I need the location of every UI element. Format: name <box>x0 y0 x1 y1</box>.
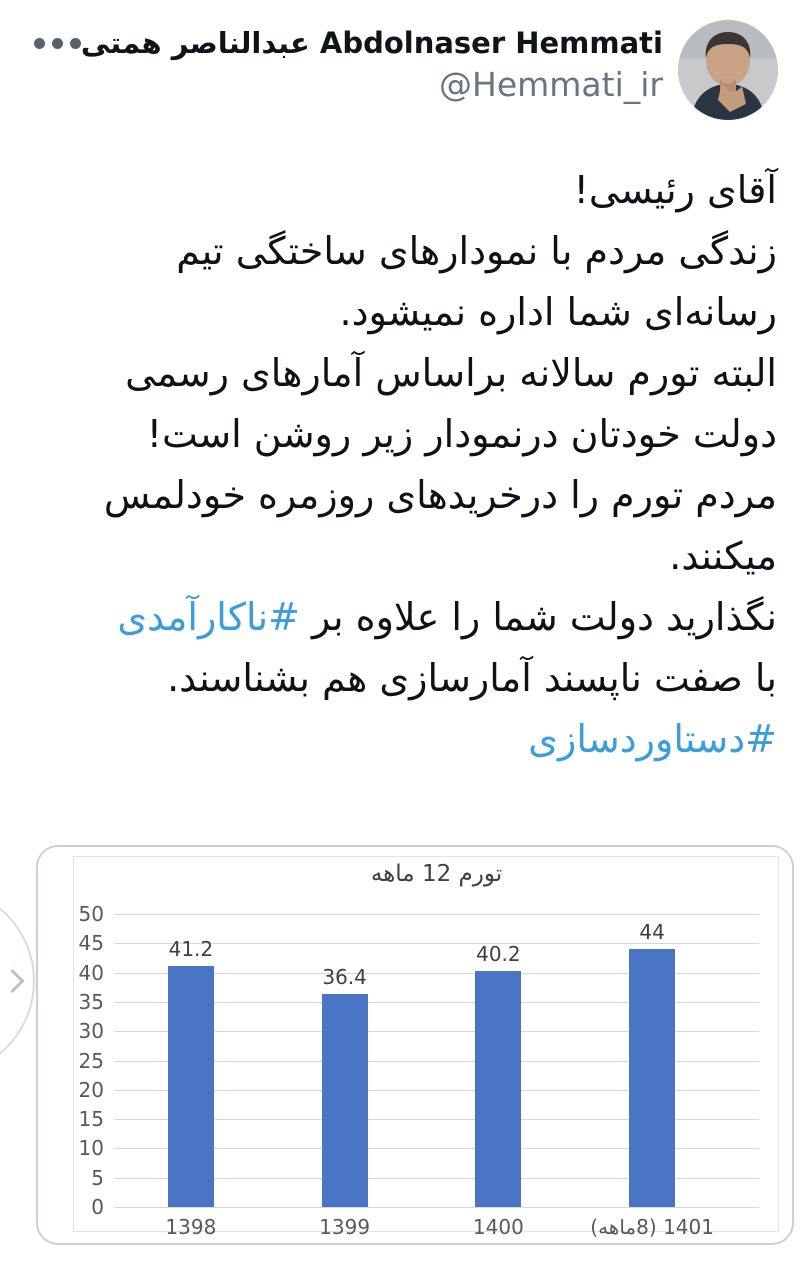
y-tick-label: 20 <box>78 1077 104 1102</box>
bar <box>168 966 214 1207</box>
bar-slot <box>114 914 268 1207</box>
y-axis-labels <box>38 902 104 1219</box>
hashtag-link[interactable]: #دستاوردسازی <box>528 717 777 761</box>
gridline <box>114 1207 759 1208</box>
tweet-image-chart[interactable] <box>36 845 794 1245</box>
tweet-line <box>20 709 777 770</box>
y-tick-label: 40 <box>78 960 104 985</box>
tweet-text-segment: البته تورم سالانه براساس آمارهای رسمی <box>125 351 777 395</box>
bar-slot <box>575 914 729 1207</box>
bar-value-label: 44 <box>639 920 665 945</box>
author-display-name[interactable]: Abdolnaser Hemmati عبدالناصر همتی <box>80 26 663 60</box>
more-menu-dots-icon <box>52 38 63 49</box>
x-tick-label: 1400 <box>472 1215 524 1239</box>
author-block <box>81 24 663 106</box>
bars-row <box>114 914 729 1207</box>
tweet-text-segment: با صفت ناپسند آمارسازی هم بشناسند. <box>167 656 777 700</box>
y-tick-label: 25 <box>78 1048 104 1073</box>
more-menu-button[interactable] <box>34 38 81 49</box>
carousel-next-button[interactable] <box>0 886 35 1076</box>
avatar-portrait-icon <box>678 20 778 120</box>
bar-slot <box>422 914 576 1207</box>
y-tick-label: 0 <box>91 1195 104 1219</box>
y-tick-label: 45 <box>78 931 104 956</box>
bar-value-label: 41.2 <box>168 936 214 961</box>
chevron-right-icon <box>0 969 24 993</box>
tweet-line <box>20 404 777 465</box>
more-menu-dots-icon <box>70 38 81 49</box>
bar <box>322 994 368 1207</box>
y-tick-label: 35 <box>78 989 104 1014</box>
tweet-text-segment: رسانه‌ای شما اداره نمیشود. <box>339 290 777 334</box>
avatar[interactable] <box>678 20 778 120</box>
tweet-line <box>20 343 777 404</box>
tweet-text <box>20 160 777 770</box>
bar <box>475 971 521 1207</box>
tweet-line <box>20 465 777 526</box>
x-tick-label: 1399 <box>319 1215 371 1239</box>
y-tick-label: 30 <box>78 1019 104 1044</box>
tweet-text-segment: آقای رئیسی! <box>573 168 777 212</box>
author-handle[interactable]: @Hemmati_ir <box>439 65 663 104</box>
y-tick-label: 50 <box>78 902 104 926</box>
tweet-line <box>20 160 777 221</box>
tweet-text-segment: زندگی مردم با نمودارهای ساختگی تیم <box>176 229 777 273</box>
x-tick-label: 1398 <box>165 1215 217 1239</box>
x-tick-label: 1401 (8ماهه) <box>590 1215 714 1239</box>
tweet-text-segment: دولت خودتان درنمودار زیر روشن است! <box>146 412 777 456</box>
y-tick-label: 10 <box>78 1136 104 1161</box>
tweet-line <box>20 526 777 587</box>
tweet-line <box>20 221 777 282</box>
plot-area <box>114 914 759 1207</box>
bar-value-label: 40.2 <box>476 942 521 967</box>
x-axis-labels <box>114 1215 729 1239</box>
tweet-line <box>20 587 777 648</box>
bar-value-label: 36.4 <box>322 964 367 989</box>
bar-slot <box>268 914 422 1207</box>
tweet-text-segment: میکنند. <box>669 534 777 578</box>
chart-title: تورم 12 ماهه <box>370 861 503 887</box>
y-tick-label: 5 <box>91 1165 104 1190</box>
tweet-line <box>20 648 777 709</box>
tweet-text-segment: نگذارید دولت شما را علاوه بر <box>299 595 777 639</box>
tweet-line <box>20 282 777 343</box>
tweet-text-segment: مردم تورم را درخریدهای روزمره خودلمس <box>103 473 777 517</box>
y-tick-label: 15 <box>78 1107 104 1132</box>
bar <box>629 949 675 1207</box>
hashtag-link[interactable]: #ناکارآمدی <box>117 595 300 639</box>
more-menu-dots-icon <box>34 38 45 49</box>
